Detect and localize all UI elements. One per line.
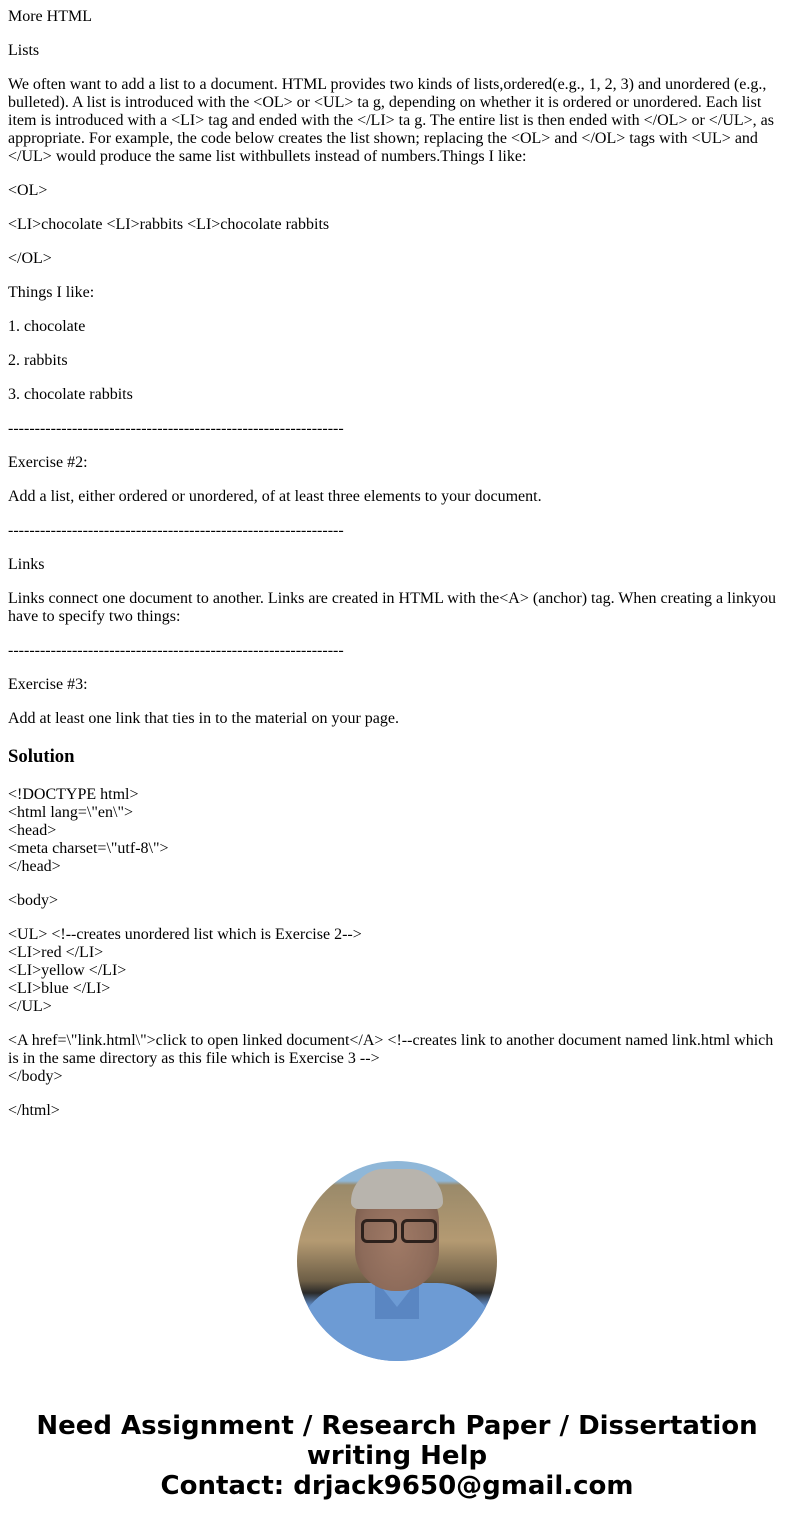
links-intro-paragraph: Links connect one document to another. Links are created in HTML with the<A> (anchor) tag. When creating a linkyou have to specify two things: [8,590,777,625]
promo-contact: Contact: drjack9650@gmail.com [160,1471,634,1501]
code-line: <UL> <!--creates unordered list which is Exercise 2--> [8,926,362,943]
exercise-2-text: Add a list, either ordered or unordered, of at least three elements to your document. [8,488,542,505]
code-line: <html lang=\"en\"> [8,804,134,821]
glasses-icon [401,1219,437,1243]
code-line: <head> [8,822,57,839]
promo-banner [0,1411,794,1501]
things-label: Things I like: [8,284,95,301]
code-line: <LI>blue </LI> [8,980,111,997]
code-line: <meta charset=\"utf-8\"> [8,840,169,857]
code-ol-open: <OL> [8,182,48,199]
code-line: </body> [8,1068,63,1085]
solution-link-block [8,1032,786,1086]
code-html-close: </html> [8,1102,60,1119]
code-line: </UL> [8,998,52,1015]
divider: --------------------------------------------------------------- [8,420,344,437]
promo-line: Need Assignment / Research Paper / Dissertation [36,1411,758,1441]
list-item: 2. rabbits [8,352,68,369]
code-line: <LI>yellow </LI> [8,962,127,979]
divider: --------------------------------------------------------------- [8,522,344,539]
glasses-icon [361,1219,397,1243]
exercise-3-text: Add at least one link that ties in to the material on your page. [8,710,400,727]
avatar [297,1161,497,1361]
promo-line: writing Help [306,1441,488,1471]
section-heading-lists: Lists [8,42,40,59]
avatar-shirt [297,1283,497,1361]
solution-head-block [8,786,786,876]
code-line: <A href=\"link.html\">click to open linked document</A> <!--creates link to another document named link.html which is in the same directory as this file which is Exercise 3 --> [8,1032,774,1067]
code-line: <LI>red </LI> [8,944,104,961]
code-line: <!DOCTYPE html> [8,786,139,803]
list-item: 3. chocolate rabbits [8,386,133,403]
exercise-2-title: Exercise #2: [8,454,88,471]
divider: --------------------------------------------------------------- [8,642,344,659]
lists-intro-paragraph: We often want to add a list to a document. HTML provides two kinds of lists,ordered(e.g., 1, 2, 3) and unordered (e.g., bulleted). A list is introduced with the <OL> or <UL> ta g, depending on whether it is ordered or unordered. Each list item is introduced with a <LI> tag and ended with the </LI> ta g. The entire list is then ended with </OL> or </UL>, as appropriate. For example, the code below creates the list shown; replacing the <OL> and </OL> tags with <UL> and </UL> would produce the same list withbullets instead of numbers.Things I like: [8,76,774,165]
avatar-container [0,1161,794,1361]
list-item: 1. chocolate [8,318,86,335]
code-line: </head> [8,858,61,875]
exercise-3-title: Exercise #3: [8,676,88,693]
code-li-items: <LI>chocolate <LI>rabbits <LI>chocolate rabbits [8,216,330,233]
code-body-open: <body> [8,892,59,909]
section-heading-links: Links [8,556,45,573]
page-title: More HTML [8,8,92,25]
solution-heading: Solution [8,746,75,767]
solution-list-block [8,926,786,1016]
avatar-hair [351,1169,443,1209]
code-ol-close: </OL> [8,250,52,267]
